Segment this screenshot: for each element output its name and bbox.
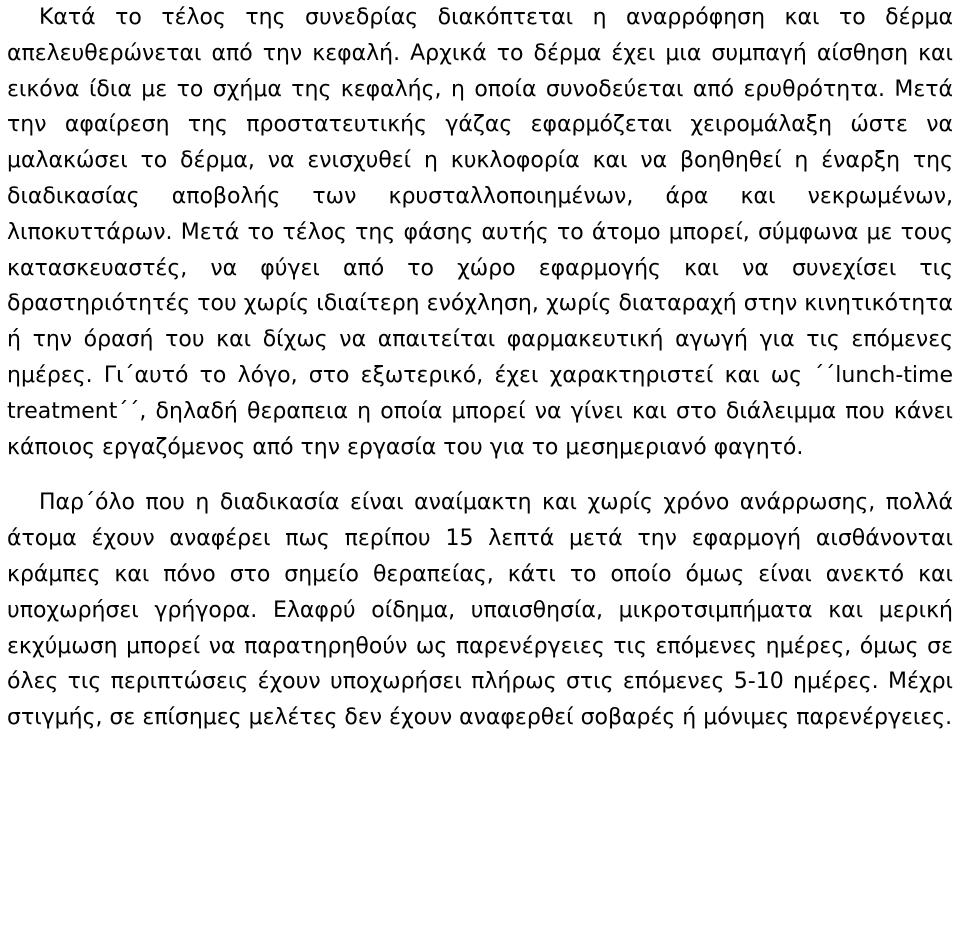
paragraph-side-effects: Παρ΄όλο που η διαδικασία είναι αναίμακτη και χωρίς χρόνο ανάρρωσης, πολλά άτομα έχουν αναφέρει πως περίπου 15 λεπτά μετά την εφαρμογή αισθάνονται κράμπες και πόνο στο σημείο θεραπείας, κάτι το οποίο όμως είναι ανεκτό και υποχωρήσει γρήγορα. Ελαφρύ οίδημα, υπαισθησία, μικροτσιμπήματα και μερική εκχύμωση μπορεί να παρατηρηθούν ως παρενέργειες τις επόμενες ημέρες, όμως σε όλες τις περιπτώσεις έχουν υποχωρήσει πλήρως στις επόμενες 5-10 ημέρες. Μέχρι στιγμής, σε επίσημες μελέτες δεν έχουν αναφερθεί σοβαρές ή μόνιμες παρενέργειες.: [7, 490, 953, 731]
paragraph-session-end: Κατά το τέλος της συνεδρίας διακόπτεται η αναρρόφηση και το δέρμα απελευθερώνεται από την κεφαλή. Αρχικά το δέρμα έχει μια συμπαγή αίσθηση και εικόνα ίδια με το σχήμα της κεφαλής, η οποία συνοδεύεται από ερυθρότητα. Μετά την αφαίρεση της προστατευτικής γάζας εφαρμόζεται χειρομάλαξη ώστε να μαλακώσει το δέρμα, να ενισχυθεί η κυκλοφορία και να βοηθηθεί η έναρξη της διαδικασίας αποβολής των κρυσταλλοποιημένων, άρα και νεκρωμένων, λιποκυττάρων. Μετά το τέλος της φάσης αυτής το άτομο μπορεί, σύμφωνα με τους κατασκευαστές, να φύγει από το χώρο εφαρμογής και να συνεχίσει τις δραστηριότητές του χωρίς ιδιαίτερη ενόχληση, χωρίς διαταραχή στην κινητικότητα ή την όρασή του και δίχως να απαιτείται φαρμακευτική αγωγή για τις επόμενες ημέρες. Γι΄αυτό το λόγο, στο εξωτερικό, έχει χαρακτηριστεί και ως ΄΄lunch-time treatment΄΄, δηλαδή θεραπεια η οποία μπορεί να γίνει και στο διάλειμμα που κάνει κάποιος εργαζόμενος από την εργασία του για το μεσημεριανό φαγητό.: [7, 5, 953, 460]
document-page: [7, 0, 953, 736]
